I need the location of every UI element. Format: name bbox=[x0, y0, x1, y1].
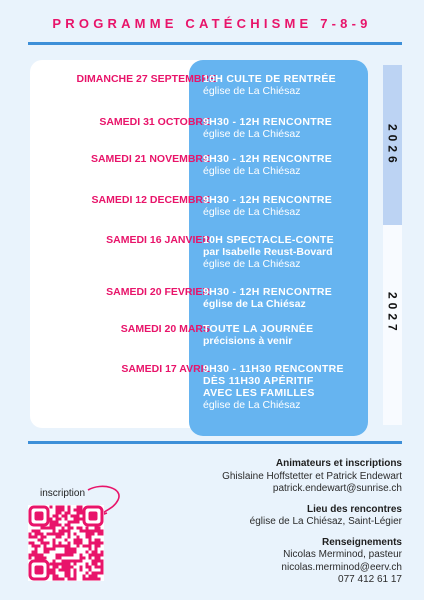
event-date: SAMEDI 12 DECEMBRE bbox=[91, 194, 210, 206]
page-title: PROGRAMME CATÉCHISME 7-8-9 bbox=[52, 16, 372, 31]
bottom-divider bbox=[28, 441, 402, 444]
event-details bbox=[203, 363, 344, 411]
event-title: 10H SPECTACLE-CONTE bbox=[203, 234, 334, 246]
event-title: 9H30 - 12H RENCONTRE bbox=[203, 194, 333, 206]
event-location: église de La Chiésaz bbox=[203, 258, 301, 270]
animateurs-names: Ghislaine Hoffstetter et Patrick Endewart bbox=[222, 470, 402, 482]
event-title: 10H CULTE DE RENTRÉE bbox=[203, 73, 336, 85]
animateurs-email[interactable]: patrick.endewart@sunrise.ch bbox=[272, 483, 402, 494]
event-title-line: AVEC LES FAMILLES bbox=[203, 387, 315, 399]
qr-code[interactable] bbox=[28, 505, 104, 581]
event-title: 9H30 - 11H30 RENCONTRE bbox=[203, 363, 344, 375]
renseignements-title: Renseignements bbox=[321, 536, 402, 548]
event-detail-line: par Isabelle Reust-Bovard bbox=[203, 246, 333, 258]
inscription-label: inscription bbox=[40, 488, 86, 499]
event-details bbox=[203, 153, 332, 177]
renseignements-name: Nicolas Merminod, pasteur bbox=[283, 549, 402, 560]
event-date: DIMANCHE 27 SEPTEMBRE bbox=[76, 73, 216, 85]
event-date: SAMEDI 20 MARS bbox=[120, 323, 210, 335]
event-date: SAMEDI 20 FEVRIER bbox=[106, 286, 210, 298]
lieu-title: Lieu des rencontres bbox=[306, 503, 402, 515]
event-title: 9H30 - 12H RENCONTRE bbox=[203, 286, 333, 298]
event-details bbox=[203, 194, 332, 218]
event-date: SAMEDI 17 AVRIL bbox=[121, 363, 210, 375]
event-location: église de La Chiésaz bbox=[203, 165, 301, 177]
lieu-text: église de La Chiésaz, Saint-Légier bbox=[249, 516, 402, 527]
event-details bbox=[203, 286, 332, 310]
event-detail-line: précisions à venir bbox=[203, 335, 293, 347]
qr-code-icon bbox=[28, 505, 104, 581]
event-location: église de La Chiésaz bbox=[203, 399, 301, 411]
event-location: église de La Chiésaz bbox=[203, 206, 301, 218]
event-details bbox=[203, 73, 336, 97]
event-title: TOUTE LA JOURNÉE bbox=[203, 323, 314, 335]
renseignements-phone[interactable]: 077 412 61 17 bbox=[338, 574, 402, 585]
contact-info bbox=[142, 458, 402, 587]
event-location: église de La Chiésaz bbox=[203, 128, 301, 140]
event-details bbox=[203, 116, 332, 140]
year-label-2027: 2027 bbox=[385, 291, 400, 335]
event-detail-line: église de La Chiésaz bbox=[203, 298, 306, 310]
event-details bbox=[203, 323, 313, 347]
year-label-2026: 2026 bbox=[385, 123, 400, 167]
event-date: SAMEDI 16 JANVIER bbox=[106, 234, 210, 246]
event-title: 9H30 - 12H RENCONTRE bbox=[203, 153, 333, 165]
event-date: SAMEDI 21 NOVEMBRE bbox=[90, 153, 210, 165]
event-details bbox=[203, 234, 334, 270]
event-location: église de La Chiésaz bbox=[203, 85, 301, 97]
renseignements-email[interactable]: nicolas.merminod@eerv.ch bbox=[281, 561, 402, 573]
event-date: SAMEDI 31 OCTOBRE bbox=[99, 116, 210, 128]
animateurs-title: Animateurs et inscriptions bbox=[275, 458, 402, 469]
top-divider bbox=[28, 42, 402, 45]
event-title-line: DÈS 11H30 APÉRITIF bbox=[203, 375, 314, 387]
event-title: 9H30 - 12H RENCONTRE bbox=[203, 116, 333, 128]
